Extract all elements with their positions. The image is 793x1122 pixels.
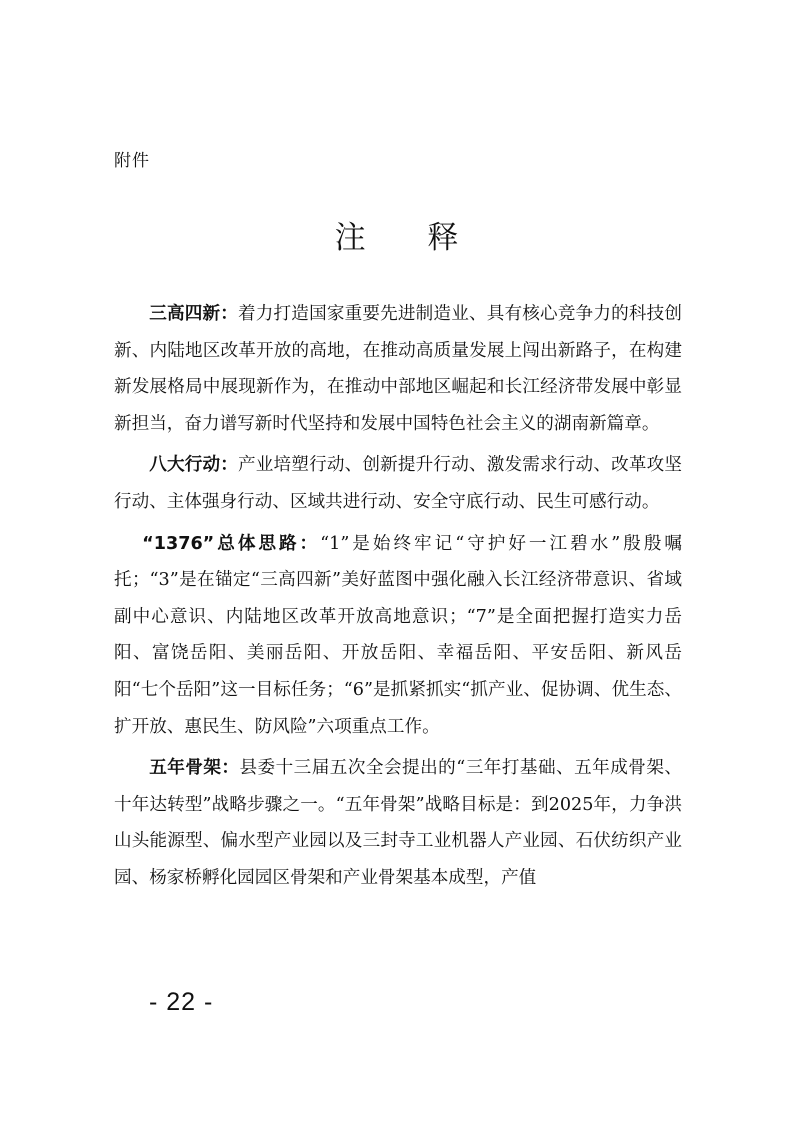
- term-definition: 县委十三届五次全会提出的“三年打基础、五年成骨架、十年达转型”战略步骤之一。“五年骨架”战略目标是：到2025年，力争洪山头能源型、偏水型产业园以及三封寺工业机器人产业园、石伏纺织产业园、杨家桥孵化园园区骨架和产业骨架基本成型，产值: [114, 758, 682, 888]
- annotation-paragraph-1376: [114, 526, 682, 746]
- annotation-body: [114, 296, 682, 902]
- page-number: - 22 -: [149, 988, 214, 1016]
- annotation-paragraph-sangaosixin: [114, 296, 682, 442]
- document-title: 注 释: [334, 220, 485, 256]
- term-definition: 产业培塑行动、创新提升行动、激发需求行动、改革攻坚行动、主体强身行动、区域共进行动、安全守底行动、民生可感行动。: [114, 455, 682, 512]
- term-definition: 着力打造国家重要先进制造业、具有核心竞争力的科技创新、内陆地区改革开放的高地，在推动高质量发展上闯出新路子，在构建新发展格局中展现新作为，在推动中部地区崛起和长江经济带发展中彰显新担当，奋力谱写新时代坚持和发展中国特色社会主义的湖南新篇章。: [114, 304, 682, 434]
- annotation-paragraph-badaxingdong: [114, 447, 682, 520]
- attachment-label: 附件: [114, 151, 150, 171]
- annotation-paragraph-wunianguja: [114, 750, 682, 896]
- term-label: 八大行动：: [149, 455, 239, 476]
- term-label: “1376”总体思路：: [142, 533, 321, 554]
- term-label: 五年骨架：: [149, 758, 240, 779]
- term-definition: “1”是始终牢记“守护好一江碧水”殷殷嘱托；“3”是在锚定“三高四新”美好蓝图中强化融入长江经济带意识、省域副中心意识、内陆地区改革开放高地意识；“7”是全面把握打造实力岳阳、富饶岳阳、美丽岳阳、开放岳阳、幸福岳阳、平安岳阳、新风岳阳“七个岳阳”这一目标任务；“6”是抓紧抓实“抓产业、促协调、优生态、扩开放、惠民生、防风险”六项重点工作。: [114, 533, 682, 737]
- term-label: 三高四新：: [149, 304, 239, 324]
